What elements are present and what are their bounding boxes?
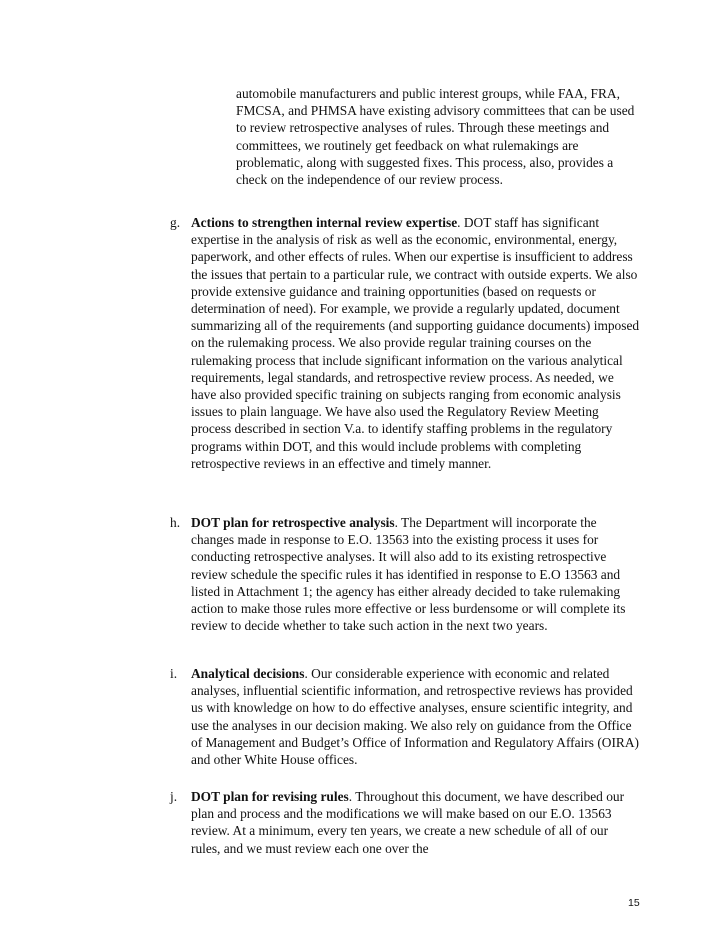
item-heading: Actions to strengthen internal review expertise [191, 215, 458, 230]
list-item-j [170, 788, 640, 857]
list-item-body [191, 788, 640, 857]
continuation-paragraph: automobile manufacturers and public interest groups, while FAA, FRA, FMCSA, and PHMSA have existing advisory committees that can be used to review retrospective analyses of rules. Through these meetings and committees, we routinely get feedback on what rulemakings are problematic, along with suggested fixes. This process, also, provides a check on the independence of our review process. [236, 86, 635, 188]
list-item-body [191, 665, 640, 768]
list-item-body [191, 214, 640, 472]
list-marker: h. [170, 515, 181, 530]
list-item-body [191, 514, 640, 634]
list-marker: i. [170, 666, 178, 681]
item-text: . DOT staff has significant expertise in the analysis of risk as well as the economic, environmental, energy, paperwork, and other effects of rules. When our expertise is insufficient to address the issues that pertain to a particular rule, we contract with outside experts. We also provide extensive guidance and training opportunities (based on requests or determination of need). For example, we provide a regularly updated, document summarizing all of the requirements (and supporting guidance documents) imposed on the rulemaking process. We also provide regular training courses on the rulemaking process that include significant information on the various analytical requirements, legal standards, and retrospective review process. As needed, we have also provided specific training on subjects ranging from economic analysis issues to plain language. We have also used the Regulatory Review Meeting process described in section V.a. to identify staffing problems in the regulatory programs within DOT, and this would include problems with completing retrospective reviews in an effective and timely manner. [191, 215, 640, 471]
list-item-i [170, 665, 640, 768]
list-item-g [170, 214, 640, 472]
item-text: . Throughout this document, we have described our plan and process and the modifications we will make based on our E.O. 13563 review. At a minimum, every ten years, we create a new schedule of all of our rules, and we must review each one over the [191, 789, 625, 856]
item-heading: DOT plan for revising rules [191, 789, 349, 804]
list-marker: j. [170, 789, 178, 804]
list-marker: g. [170, 215, 181, 230]
page-number: 15 [628, 897, 640, 909]
item-text: . Our considerable experience with economic and related analyses, influential scientific information, and retrospective reviews has provided us with knowledge on how to do effective analyses, ensure scientific integrity, and use the analyses in our decision making. We also rely on guidance from the Office of Management and Budget’s Office of Information and Regulatory Affairs (OIRA) and other White House offices. [191, 666, 639, 768]
item-text: . The Department will incorporate the changes made in response to E.O. 13563 into the existing process it uses for conducting retrospective analyses. It will also add to its existing retrospective review schedule the specific rules it has identified in response to E.O 13563 and listed in Attachment 1; the agency has either already decided to take rulemaking action to make those rules more effective or less burdensome or will complete its review to decide whether to take such action in the next two years. [191, 515, 626, 634]
item-heading: DOT plan for retrospective analysis [191, 515, 395, 530]
list-item-h [170, 514, 640, 634]
item-heading: Analytical decisions [191, 666, 305, 681]
